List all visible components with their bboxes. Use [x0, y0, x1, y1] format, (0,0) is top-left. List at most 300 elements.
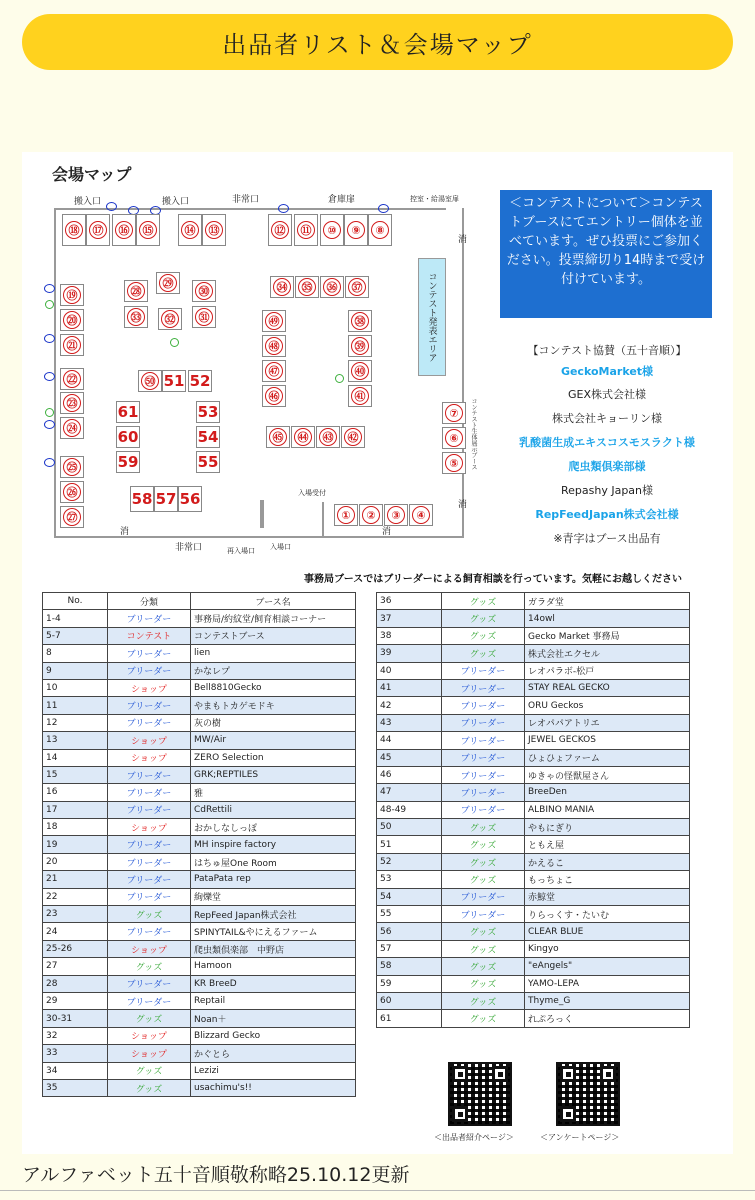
booth-2: ② — [359, 504, 383, 526]
booth-name: KR BreeD — [191, 975, 356, 992]
booth-category: ブリーダー — [442, 766, 525, 783]
sponsor-item: Repashy Japan様 — [560, 484, 654, 497]
booth-category: グッズ — [442, 923, 525, 940]
booth-58: 58 — [130, 486, 154, 512]
restroom-icon — [44, 372, 55, 381]
booth-category: ショップ — [108, 1045, 191, 1062]
survey-qr-code[interactable] — [556, 1062, 620, 1126]
booth-28: ㉘ — [124, 280, 148, 302]
booth-category: グッズ — [442, 836, 525, 853]
extinguisher-label: 消 — [382, 527, 392, 537]
booth-number: 50 — [377, 819, 442, 836]
booth-10: ⑩ — [320, 214, 344, 246]
table-row — [43, 714, 356, 731]
booth-category: ブリーダー — [442, 714, 525, 731]
booth-category: グッズ — [442, 610, 525, 627]
booth-name: JEWEL GECKOS — [525, 732, 690, 749]
booth-53: 53 — [197, 403, 219, 421]
booth-51: 51 — [163, 372, 185, 390]
booth-category: グッズ — [442, 940, 525, 957]
booth-category: ブリーダー — [108, 801, 191, 818]
table-row — [377, 697, 690, 714]
booth-number: 8 — [43, 645, 108, 662]
extinguisher-label: 消 — [458, 500, 468, 510]
booth-name: GRK;REPTILES — [191, 766, 356, 783]
booth-category: ブリーダー — [108, 645, 191, 662]
table-row — [43, 645, 356, 662]
booth-name: 灰の樹 — [191, 714, 356, 731]
booth-name: Kingyo — [525, 940, 690, 957]
booth-name: りらっくす・たいむ — [525, 906, 690, 923]
booth-name: ゆきゃの怪獣屋さん — [525, 766, 690, 783]
restroom-icon — [106, 202, 117, 211]
booth-61: 61 — [117, 403, 139, 421]
booth-category: ショップ — [108, 940, 191, 957]
booth-category: ブリーダー — [108, 923, 191, 940]
table-row — [43, 1079, 356, 1096]
venue-map — [22, 152, 733, 577]
table-row — [43, 836, 356, 853]
table-row — [43, 940, 356, 957]
booth-19: ⑲ — [60, 284, 84, 306]
booth-number: 35 — [43, 1079, 108, 1096]
booth-name: Blizzard Gecko — [191, 1027, 356, 1044]
booth-24: ㉔ — [60, 417, 84, 439]
survey-qr-caption: ＜アンケートページ＞ — [540, 1133, 620, 1142]
booth-11: ⑪ — [294, 214, 318, 246]
booth-number: 40 — [377, 662, 442, 679]
sponsor-item: 株式会社キョーリン様 — [552, 412, 662, 425]
sponsor-item: GeckoMarket様 — [560, 365, 654, 378]
restroom-icon — [44, 284, 55, 293]
col-header-category: 分類 — [108, 593, 191, 610]
staff-room-label: 控室・給湯室扉 — [410, 195, 459, 203]
table-row — [377, 888, 690, 905]
booth-category: ブリーダー — [108, 992, 191, 1009]
booth-number: 1-4 — [43, 610, 108, 627]
booth-30: ㉚ — [192, 280, 216, 302]
booth-number: 45 — [377, 749, 442, 766]
table-row — [377, 679, 690, 696]
booth-name: MH inspire factory — [191, 836, 356, 853]
qr-finder — [560, 1106, 576, 1122]
table-row — [43, 784, 356, 801]
booth-29: ㉙ — [156, 272, 180, 294]
booth-41: ㊶ — [348, 385, 372, 407]
green-marker-icon — [45, 408, 54, 417]
booth-55: 55 — [197, 453, 219, 471]
booth-name: 絢爍堂 — [191, 888, 356, 905]
exhibitors-qr-code[interactable] — [448, 1062, 512, 1126]
booth-number: 41 — [377, 679, 442, 696]
booth-number: 32 — [43, 1027, 108, 1044]
table-row — [43, 992, 356, 1009]
booth-name: ガラダ堂 — [525, 593, 690, 610]
booth-number: 44 — [377, 732, 442, 749]
booth-number: 16 — [43, 784, 108, 801]
booth-44: ㊹ — [291, 426, 315, 448]
booth-38: ㊳ — [348, 310, 372, 332]
booth-number: 54 — [377, 888, 442, 905]
booth-12: ⑫ — [268, 214, 292, 246]
booth-number: 13 — [43, 732, 108, 749]
booth-43: ㊸ — [316, 426, 340, 448]
booth-category: ショップ — [108, 749, 191, 766]
booth-name: 赤鯨堂 — [525, 888, 690, 905]
emergency-exit-label: 非常口 — [175, 543, 203, 553]
contest-stage-label: コンテスト発表エリア — [426, 272, 437, 362]
booth-23: ㉓ — [60, 392, 84, 414]
booth-category: グッズ — [442, 645, 525, 662]
booth-number: 36 — [377, 593, 442, 610]
booth-name: 事務局/約紋堂/飼育相談コーナー — [191, 610, 356, 627]
booth-category: グッズ — [442, 992, 525, 1009]
booth-59: 59 — [117, 453, 139, 471]
restroom-icon — [44, 420, 55, 429]
booth-number: 52 — [377, 853, 442, 870]
booth-name: MW/Air — [191, 732, 356, 749]
contest-stage-area — [418, 258, 446, 376]
update-note: アルファベット五十音順敬称略25.10.12更新 — [22, 1164, 410, 1186]
warehouse-door-label: 倉庫扉 — [328, 195, 356, 205]
emergency-exit-label: 非常口 — [232, 195, 260, 205]
loading-in-label: 搬入口 — [74, 197, 102, 207]
booth-category: ブリーダー — [442, 697, 525, 714]
booth-category: グッズ — [442, 819, 525, 836]
booth-category: グッズ — [442, 871, 525, 888]
table-row — [43, 679, 356, 696]
booth-name: CdRettili — [191, 801, 356, 818]
entrance-label: 入場口 — [270, 543, 291, 551]
booth-name: Lezizi — [191, 1062, 356, 1079]
table-row — [377, 836, 690, 853]
booth-45: ㊺ — [266, 426, 290, 448]
table-row — [43, 662, 356, 679]
exhibitor-table-right — [376, 592, 690, 1028]
restroom-icon — [44, 334, 55, 343]
booth-number: 22 — [43, 888, 108, 905]
booth-number: 24 — [43, 923, 108, 940]
table-row — [377, 940, 690, 957]
booth-33: ㉝ — [124, 306, 148, 328]
green-marker-icon — [45, 300, 54, 309]
booth-name: レオパラボ-松戸 — [525, 662, 690, 679]
booth-number: 18 — [43, 819, 108, 836]
green-marker-icon — [335, 374, 344, 383]
booth-21: ㉑ — [60, 334, 84, 356]
booth-name: かぐとら — [191, 1045, 356, 1062]
qr-finder — [600, 1066, 616, 1082]
booth-category: ブリーダー — [108, 766, 191, 783]
booth-name: かえるこ — [525, 853, 690, 870]
booth-name: かなレプ — [191, 662, 356, 679]
restroom-icon — [44, 458, 55, 467]
booth-name: ORU Geckos — [525, 697, 690, 714]
map-wall — [462, 208, 464, 538]
map-wall — [54, 208, 56, 538]
booth-name: CLEAR BLUE — [525, 923, 690, 940]
booth-8: ⑧ — [368, 214, 392, 246]
booth-name: コンテストブース — [191, 627, 356, 644]
booth-name: 14owl — [525, 610, 690, 627]
booth-number: 55 — [377, 906, 442, 923]
sponsor-item: RepFeedJapan株式会社様 — [535, 508, 679, 521]
booth-57: 57 — [154, 486, 178, 512]
table-row — [43, 871, 356, 888]
booth-name: やまもトカゲモドキ — [191, 697, 356, 714]
booth-name: lien — [191, 645, 356, 662]
booth-category: ブリーダー — [442, 888, 525, 905]
booth-60: 60 — [117, 428, 139, 446]
booth-46: ㊻ — [262, 385, 286, 407]
booth-number: 10 — [43, 679, 108, 696]
booth-number: 27 — [43, 958, 108, 975]
booth-31: ㉛ — [192, 306, 216, 328]
extinguisher-label: 消 — [120, 527, 130, 537]
booth-category: ブリーダー — [108, 714, 191, 731]
booth-number: 39 — [377, 645, 442, 662]
table-row — [377, 593, 690, 610]
table-row — [43, 801, 356, 818]
booth-name: れぷろっく — [525, 1010, 690, 1027]
booth-category: コンテスト — [108, 627, 191, 644]
table-row — [377, 975, 690, 992]
booth-14: ⑭ — [178, 214, 202, 246]
table-row — [377, 992, 690, 1009]
booth-7: ⑦ — [442, 402, 466, 424]
restroom-icon — [378, 204, 389, 213]
booth-name: ZERO Selection — [191, 749, 356, 766]
booth-6: ⑥ — [442, 427, 466, 449]
booth-name: やもにぎり — [525, 819, 690, 836]
restroom-icon — [278, 204, 289, 213]
contest-info-box: ＜コンテストについて＞コンテストブースにてエントリー個体を並べています。ぜひ投票にご参加ください。投票締切り14時まで受け付けています。 — [500, 190, 712, 318]
booth-number: 60 — [377, 992, 442, 1009]
booth-category: ブリーダー — [108, 662, 191, 679]
booth-37: ㊲ — [345, 276, 369, 298]
booth-category: グッズ — [108, 1010, 191, 1027]
table-row — [43, 610, 356, 627]
booth-32: ㉜ — [158, 308, 182, 330]
booth-number: 11 — [43, 697, 108, 714]
booth-category: ブリーダー — [108, 836, 191, 853]
booth-15: ⑮ — [136, 214, 160, 246]
table-row — [377, 784, 690, 801]
booth-category: ブリーダー — [442, 662, 525, 679]
booth-category: グッズ — [442, 593, 525, 610]
booth-number: 21 — [43, 871, 108, 888]
booth-number: 47 — [377, 784, 442, 801]
booth-category: グッズ — [442, 975, 525, 992]
booth-category: ブリーダー — [442, 679, 525, 696]
qr-finder — [492, 1066, 508, 1082]
table-row — [377, 923, 690, 940]
table-row — [377, 853, 690, 870]
booth-number: 38 — [377, 627, 442, 644]
booth-47: ㊼ — [262, 360, 286, 382]
booth-name: STAY REAL GECKO — [525, 679, 690, 696]
green-marker-icon — [170, 338, 179, 347]
qr-finder — [560, 1066, 576, 1082]
booth-number: 53 — [377, 871, 442, 888]
booth-56: 56 — [178, 486, 202, 512]
booth-name: BreeDen — [525, 784, 690, 801]
booth-category: グッズ — [108, 958, 191, 975]
booth-number: 57 — [377, 940, 442, 957]
table-row — [43, 1062, 356, 1079]
booth-name: 雅 — [191, 784, 356, 801]
booth-54: 54 — [197, 428, 219, 446]
table-row — [377, 732, 690, 749]
booth-number: 28 — [43, 975, 108, 992]
booth-number: 29 — [43, 992, 108, 1009]
table-row — [377, 645, 690, 662]
booth-name: Bell8810Gecko — [191, 679, 356, 696]
booth-number: 43 — [377, 714, 442, 731]
table-row — [43, 749, 356, 766]
exhibitors-qr-caption: ＜出品者紹介ページ＞ — [434, 1133, 514, 1142]
table-row — [377, 958, 690, 975]
booth-40: ㊵ — [348, 360, 372, 382]
booth-number: 51 — [377, 836, 442, 853]
booth-13: ⑬ — [202, 214, 226, 246]
booth-22: ㉒ — [60, 368, 84, 390]
qr-finder — [452, 1066, 468, 1082]
booth-number: 46 — [377, 766, 442, 783]
map-wall — [54, 536, 464, 538]
booth-name: Noan＋ — [191, 1010, 356, 1027]
map-wall — [322, 502, 324, 536]
booth-category: ブリーダー — [108, 697, 191, 714]
booth-52: 52 — [189, 372, 211, 390]
booth-name: もっちょこ — [525, 871, 690, 888]
booth-49: ㊾ — [262, 310, 286, 332]
booth-18: ⑱ — [62, 214, 86, 246]
booth-number: 14 — [43, 749, 108, 766]
booth-category: ブリーダー — [442, 732, 525, 749]
table-row — [377, 766, 690, 783]
table-row — [377, 749, 690, 766]
booth-category: グッズ — [108, 1079, 191, 1096]
table-row — [43, 1010, 356, 1027]
booth-number: 23 — [43, 906, 108, 923]
booth-category: ブリーダー — [108, 610, 191, 627]
booth-name: PataPata rep — [191, 871, 356, 888]
sponsors-note: ※青字はブース出品有 — [553, 532, 661, 545]
table-row — [43, 958, 356, 975]
booth-number: 37 — [377, 610, 442, 627]
table-row — [377, 662, 690, 679]
booth-name: ひょひょファーム — [525, 749, 690, 766]
table-row — [43, 732, 356, 749]
booth-name: "eAngels" — [525, 958, 690, 975]
booth-16: ⑯ — [112, 214, 136, 246]
table-row — [377, 627, 690, 644]
booth-number: 61 — [377, 1010, 442, 1027]
col-header-booth-name: ブース名 — [191, 593, 356, 610]
booth-35: ㉟ — [295, 276, 319, 298]
table-row — [43, 975, 356, 992]
booth-number: 48-49 — [377, 801, 442, 818]
table-row — [377, 801, 690, 818]
booth-name: はちゅ屋One Room — [191, 853, 356, 870]
table-row — [43, 819, 356, 836]
booth-17: ⑰ — [86, 214, 110, 246]
booth-number: 33 — [43, 1045, 108, 1062]
booth-category: グッズ — [442, 627, 525, 644]
booth-category: ブリーダー — [108, 853, 191, 870]
table-row — [377, 1010, 690, 1027]
table-row — [43, 627, 356, 644]
booth-number: 25-26 — [43, 940, 108, 957]
booth-number: 20 — [43, 853, 108, 870]
booth-number: 12 — [43, 714, 108, 731]
table-row — [43, 766, 356, 783]
table-row — [43, 1027, 356, 1044]
table-row — [377, 610, 690, 627]
table-row — [377, 819, 690, 836]
reception-label: 入場受付 — [298, 489, 326, 497]
booth-name: SPINYTAIL&やにえるファーム — [191, 923, 356, 940]
booth-number: 19 — [43, 836, 108, 853]
page-title: 出品者リスト＆会場マップ — [222, 30, 533, 59]
booth-3: ③ — [384, 504, 408, 526]
booth-9: ⑨ — [344, 214, 368, 246]
table-row — [377, 871, 690, 888]
booth-category: グッズ — [442, 1010, 525, 1027]
booth-name: Thyme_G — [525, 992, 690, 1009]
table-row — [377, 714, 690, 731]
table-row — [43, 923, 356, 940]
footer-divider — [0, 1190, 755, 1191]
booth-number: 15 — [43, 766, 108, 783]
booth-category: ブリーダー — [108, 888, 191, 905]
booth-name: usachimu's!! — [191, 1079, 356, 1096]
table-row — [43, 697, 356, 714]
booth-number: 5-7 — [43, 627, 108, 644]
sponsor-item: 乳酸菌生成エキスコスモスラクト様 — [519, 436, 695, 449]
table-row — [43, 888, 356, 905]
booth-number: 17 — [43, 801, 108, 818]
map-pillar — [260, 500, 264, 528]
booth-39: ㊴ — [348, 335, 372, 357]
booth-number: 58 — [377, 958, 442, 975]
table-row — [43, 1045, 356, 1062]
loading-in-label: 搬入口 — [162, 197, 190, 207]
booth-category: ブリーダー — [108, 871, 191, 888]
reentry-label: 再入場口 — [227, 547, 255, 555]
contest-display-label: コンテスト生体展示ブース — [470, 398, 477, 470]
booth-name: YAMO-LEPA — [525, 975, 690, 992]
booth-name: ともえ屋 — [525, 836, 690, 853]
booth-name: RepFeed Japan株式会社 — [191, 906, 356, 923]
booth-category: ブリーダー — [108, 975, 191, 992]
booth-number: 56 — [377, 923, 442, 940]
booth-category: ブリーダー — [442, 749, 525, 766]
booth-category: ショップ — [108, 1027, 191, 1044]
booth-category: ブリーダー — [442, 906, 525, 923]
booth-category: ブリーダー — [108, 784, 191, 801]
booth-number: 59 — [377, 975, 442, 992]
table-row — [377, 906, 690, 923]
page-banner — [22, 14, 733, 70]
booth-category: ブリーダー — [442, 801, 525, 818]
booth-number: 34 — [43, 1062, 108, 1079]
booth-category: ショップ — [108, 679, 191, 696]
venue-sheet — [22, 152, 733, 1154]
booth-42: ㊷ — [341, 426, 365, 448]
booth-category: グッズ — [108, 906, 191, 923]
